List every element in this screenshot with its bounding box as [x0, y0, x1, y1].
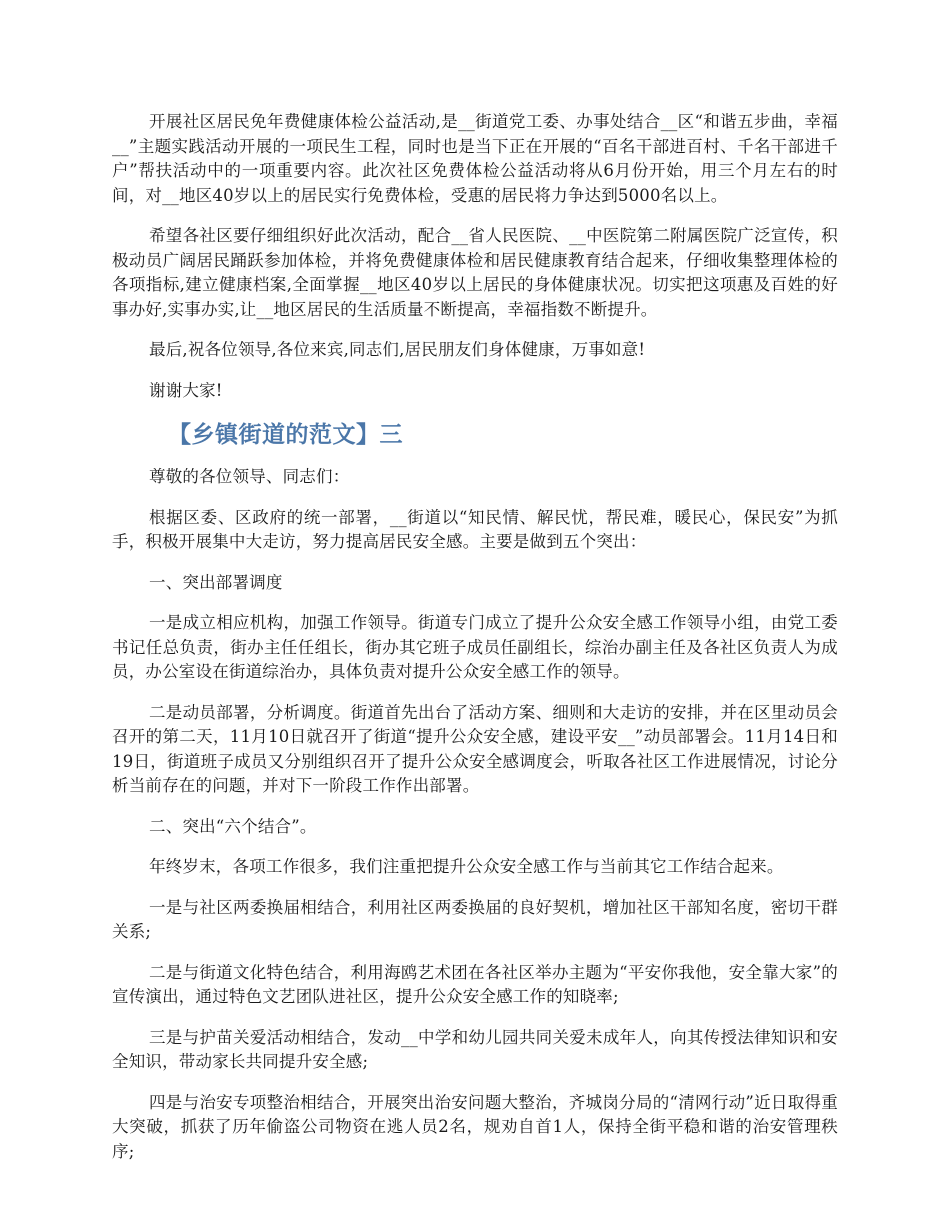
paragraph-thanks: 谢谢大家!	[149, 380, 223, 400]
paragraph-organization: 一是成立相应机构，加强工作领导。街道专门成立了提升公众安全感工作领导小组，由党工委书记任总负责，街办主任任组长，街办其它班子成员任副组长，综治办副主任及各社区负责人为成员，办公室设在街道综治办，具体负责对提升公众安全感工作的领导。	[112, 613, 838, 681]
paragraph-salutation: 尊敬的各位领导、同志们：	[149, 467, 350, 486]
section-heading: 【乡镇街道的范文】三	[168, 422, 403, 448]
paragraph-health-check-intro: 开展社区居民免年费健康体检公益活动,是__街道党工委、办事处结合__区“和谐五步曲，幸福__”主题实践活动开展的一项民生工程，同时也是当下正在开展的“百名干部进百村、千名干部进千户”帮扶活动中的一项重要内容。此次社区免费体检公益活动将从6月份开始，用三个月左右的时间，对__地区40岁以上的居民实行免费体检，受惠的居民将力争达到5000名以上。	[112, 112, 838, 205]
document-page	[112, 110, 838, 1180]
paragraph-combination-2: 二是与街道文化特色结合，利用海鸥艺术团在各社区举办主题为“平安你我他，安全靠大家”的宣传演出，通过特色文艺团队进社区，提升公众安全感工作的知晓率;	[112, 962, 838, 1006]
paragraph-combination-1: 一是与社区两委换届相结合，利用社区两委换届的良好契机，增加社区干部知名度，密切干群关系;	[112, 897, 838, 941]
paragraph-closing-wishes: 最后,祝各位领导,各位来宾,同志们,居民朋友们身体健康，万事如意!	[149, 340, 646, 359]
paragraph-combination-4: 四是与治安专项整治相结合，开展突出治安问题大整治，齐城岗分局的“清网行动”近日取得重大突破，抓获了历年偷盗公司物资在逃人员2名，规劝自首1人，保持全街平稳和谐的治安管理秩序;	[112, 1092, 838, 1161]
paragraph-subheading-1: 一、突出部署调度	[149, 572, 283, 592]
paragraph-subheading-2: 二、突出“六个结合”。	[149, 816, 317, 836]
paragraph-mobilization: 二是动员部署，分析调度。街道首先出台了活动方案、细则和大走访的安排，并在区里动员会召开的第二天，11月10日就召开了街道“提升公众安全感，建设平安__”动员部署会。11月14日和19日，街道班子成员又分别组织召开了提升公众安全感调度会，听取各社区工作进展情况，讨论分析当前存在的问题，并对下一阶段工作作出部署。	[112, 702, 838, 795]
paragraph-year-end: 年终岁末，各项工作很多，我们注重把提升公众安全感工作与当前其它工作结合起来。	[149, 857, 784, 876]
paragraph-combination-3: 三是与护苗关爱活动相结合，发动__中学和幼儿园共同关爱未成年人，向其传授法律知识和安全知识，带动家长共同提升安全感;	[112, 1027, 838, 1071]
paragraph-deployment-intro: 根据区委、区政府的统一部署，__街道以“知民情、解民忧，帮民难，暖民心，保民安”为抓手，积极开展集中大走访，努力提高居民安全感。主要是做到五个突出：	[112, 507, 838, 551]
paragraph-health-check-organize: 希望各社区要仔细组织好此次活动，配合__省人民医院、__中医院第二附属医院广泛宣传，积极动员广阔居民踊跃参加体检，并将免费健康体检和居民健康教育结合起来，仔细收集整理体检的各项指标,建立健康档案,全面掌握__地区40岁以上居民的身体健康状况。切实把这项惠及百姓的好事办好,实事办实,让__地区居民的生活质量不断提高，幸福指数不断提升。	[112, 226, 838, 319]
